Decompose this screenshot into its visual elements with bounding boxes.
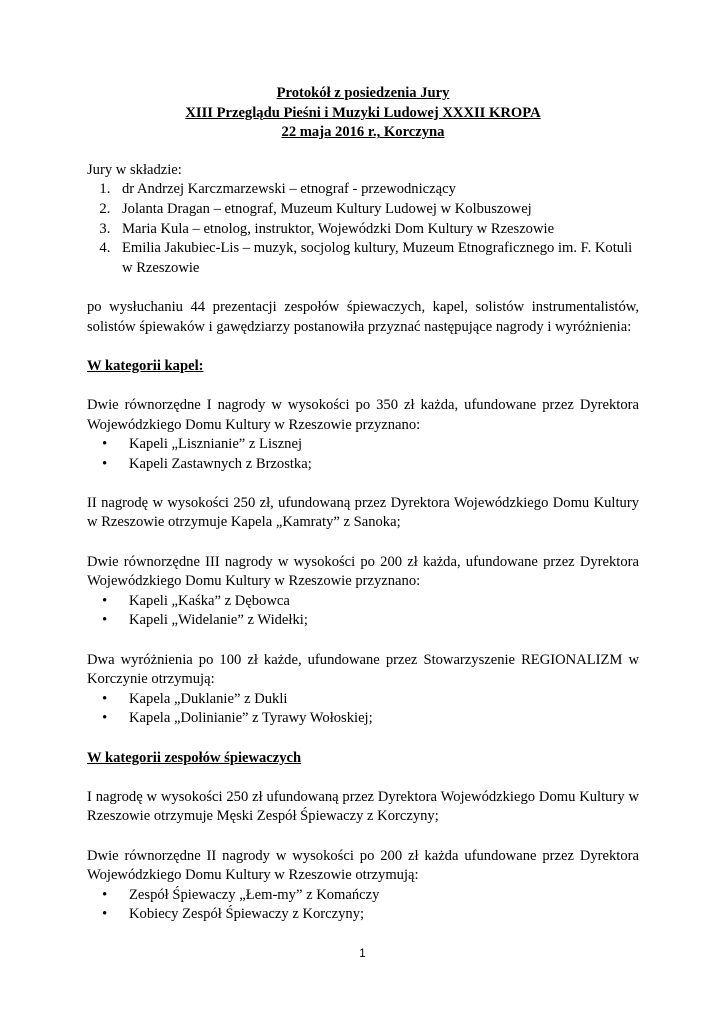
jury-member: 3. Maria Kula – etnolog, instruktor, Wojewódzki Dom Kultury w Rzeszowie: [114, 220, 639, 240]
title-line-3: 22 maja 2016 r., Korczyna: [281, 124, 445, 141]
section-heading-zespoly: W kategorii zespołów śpiewaczych: [87, 749, 302, 766]
list-item: • Kapeli „Widelanie” z Widełki;: [129, 611, 639, 631]
list-item: • Kapeli „Lisznianie” z Lisznej: [129, 435, 639, 455]
section-heading-kapele: W kategorii kapel:: [87, 357, 204, 374]
document-title: [87, 84, 639, 143]
jury-member: 4. Emilia Jakubiec-Lis – muzyk, socjolog kultury, Muzeum Etnograficznego im. F. Kotuli w Rzeszowie: [114, 239, 639, 278]
list-item: • Kapela „Dolinianie” z Tyrawy Wołoskiej;: [129, 709, 639, 729]
winners-list: [87, 886, 639, 925]
award-paragraph: I nagrodę w wysokości 250 zł ufundowaną przez Dyrektora Wojewódzkiego Domu Kultury w Rzeszowie otrzymuje Męski Zespół Śpiewaczy z Korczyny;: [87, 788, 639, 825]
list-item: • Kapela „Duklanie” z Dukli: [129, 690, 639, 710]
jury-member: 2. Jolanta Dragan – etnograf, Muzeum Kultury Ludowej w Kolbuszowej: [114, 200, 639, 220]
winners-list: [87, 435, 639, 474]
jury-member: 1. dr Andrzej Karczmarzewski – etnograf - przewodniczący: [114, 180, 639, 200]
jury-intro: Jury w składzie:: [87, 161, 182, 178]
list-item: • Zespół Śpiewaczy „Łem-my” z Komańczy: [129, 886, 639, 906]
list-item: • Kapeli „Kaśka” z Dębowca: [129, 592, 639, 612]
list-item: • Kapeli Zastawnych z Brzostka;: [129, 455, 639, 475]
decision-paragraph: po wysłuchaniu 44 prezentacji zespołów śpiewaczych, kapel, solistów instrumentalistów, solistów śpiewaków i gawędziarzy postanowiła przyznać następujące nagrody i wyróżnienia:: [87, 298, 639, 335]
list-item: • Kobiecy Zespół Śpiewaczy z Korczyny;: [129, 905, 639, 925]
winners-list: [87, 690, 639, 729]
award-paragraph: Dwie równorzędne I nagrody w wysokości po 350 zł każda, ufundowane przez Dyrektora Wojewódzkiego Domu Kultury w Rzeszowie przyznano:: [87, 396, 639, 433]
page-number: 1: [359, 948, 366, 960]
award-paragraph: Dwie równorzędne III nagrody w wysokości po 200 zł każda, ufundowane przez Dyrektora Wojewódzkiego Domu Kultury w Rzeszowie przyznano:: [87, 553, 639, 590]
title-line-1: Protokół z posiedzenia Jury: [276, 85, 450, 101]
document-body: [87, 84, 639, 925]
jury-members-list: [87, 180, 639, 278]
award-paragraph: Dwa wyróżnienia po 100 zł każde, ufundowane przez Stowarzyszenie REGIONALIZM w Korczynie otrzymują:: [87, 651, 639, 688]
winners-list: [87, 592, 639, 631]
award-paragraph: Dwie równorzędne II nagrody w wysokości po 200 zł każda ufundowane przez Dyrektora Wojewódzkiego Domu Kultury w Rzeszowie otrzymują:: [87, 847, 639, 884]
award-paragraph: II nagrodę w wysokości 250 zł, ufundowaną przez Dyrektora Wojewódzkiego Domu Kultury w Rzeszowie otrzymuje Kapela „Kamraty” z Sanoka;: [87, 494, 639, 531]
title-line-2: XIII Przeglądu Pieśni i Muzyki Ludowej XXXII KROPA: [185, 104, 541, 121]
